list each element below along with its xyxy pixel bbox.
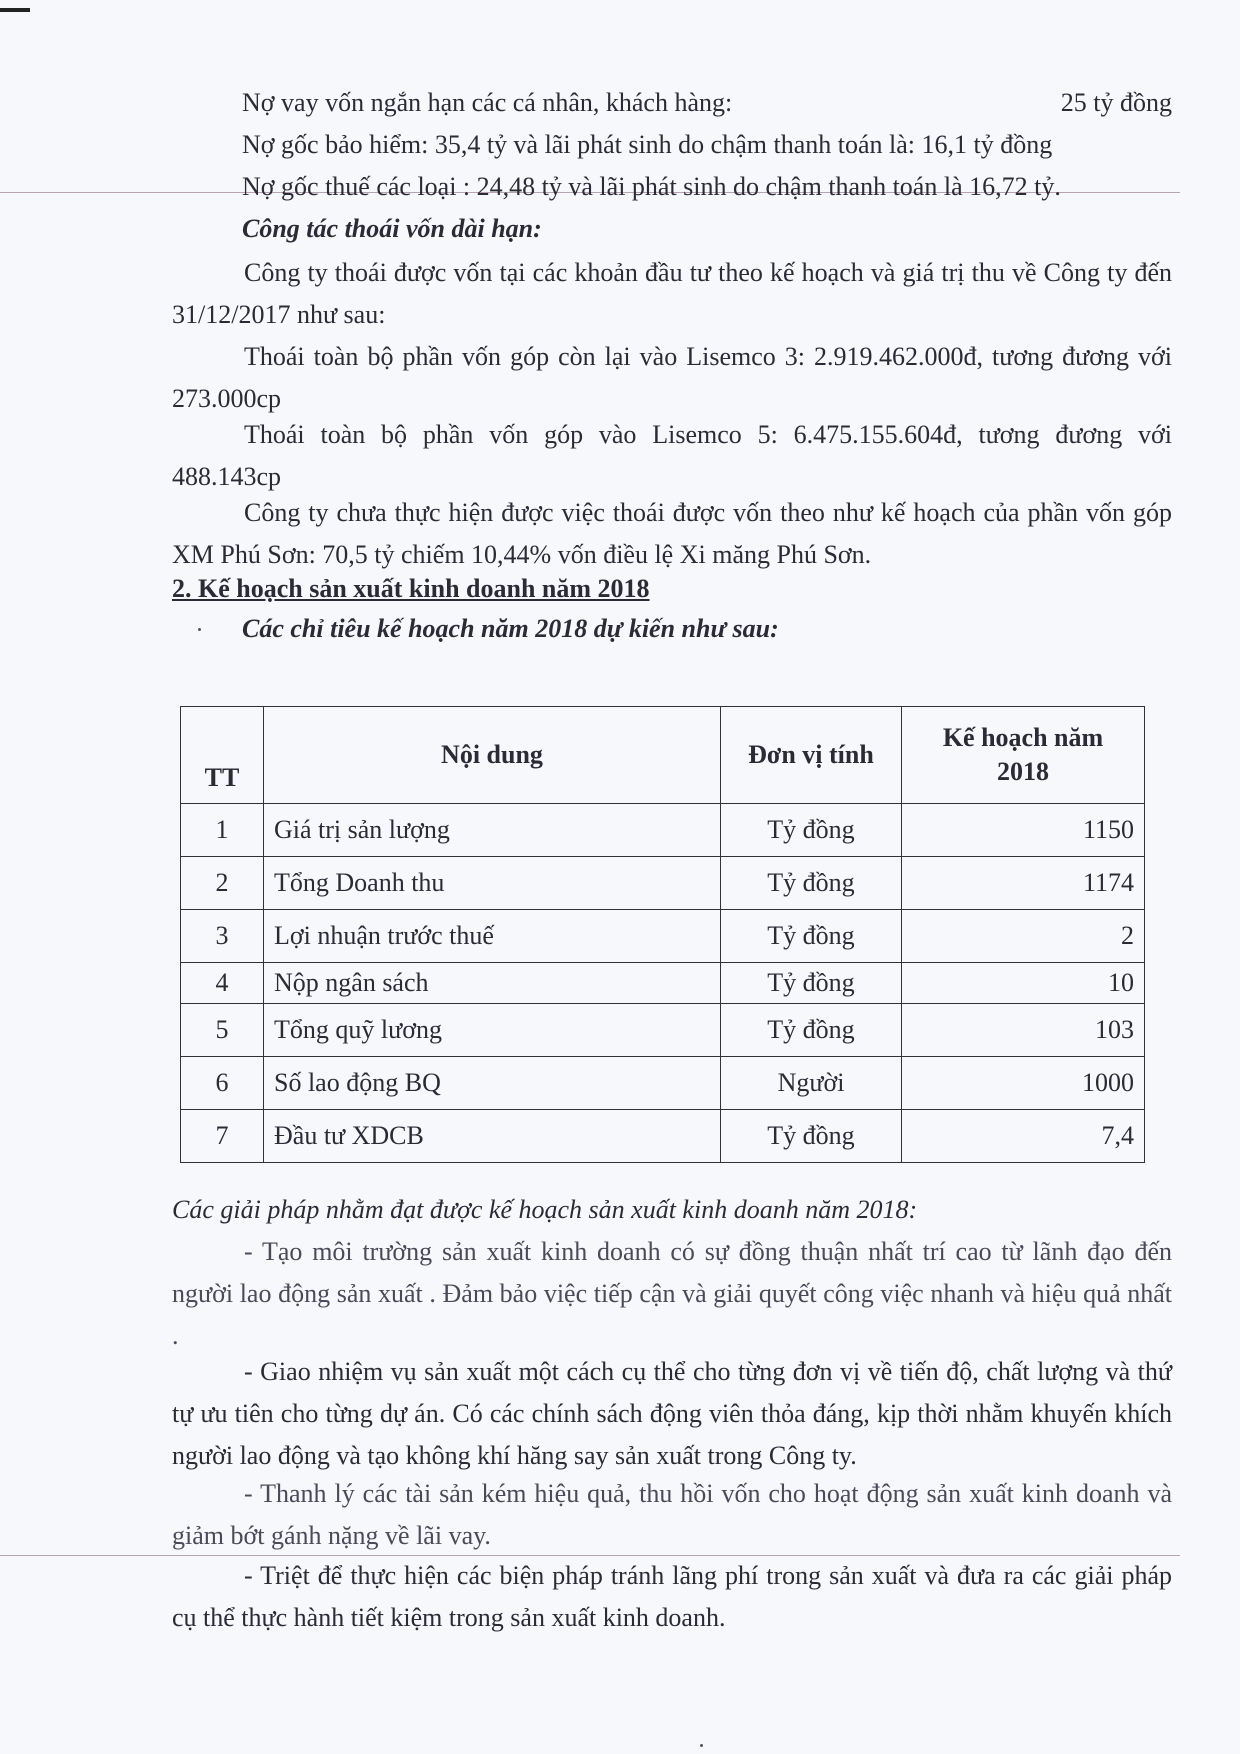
col-header-plan-line1: Kế hoạch năm [942,723,1104,752]
cell-content: Số lao động BQ [264,1057,721,1110]
table-row [181,804,1145,857]
short-term-loan-label: Nợ vay vốn ngắn hạn các cá nhân, khách hàng: [242,88,733,117]
cell-value: 103 [902,1004,1145,1057]
cell-tt: 1 [181,804,264,857]
cell-tt: 7 [181,1110,264,1163]
cell-tt: 2 [181,857,264,910]
plan-table-header-row [181,707,1145,804]
cell-value: 1000 [902,1057,1145,1110]
cell-unit: Tỷ đồng [721,1110,902,1163]
col-header-plan [902,707,1145,804]
scan-speck [700,1744,703,1747]
short-term-loan-line [242,88,1172,118]
cell-content: Giá trị sản lượng [264,804,721,857]
cell-unit: Người [721,1057,902,1110]
short-term-loan-amount: 25 tỷ đồng [1060,88,1172,117]
scan-speck [198,628,201,631]
scan-edge-mark [0,8,30,12]
cell-value: 2 [902,910,1145,963]
divestment-lisemco3: Thoái toàn bộ phần vốn góp còn lại vào Lisemco 3: 2.919.462.000đ, tương đương với 273.000cp [172,342,1172,413]
cell-value: 7,4 [902,1110,1145,1163]
tax-debt-line: Nợ gốc thuế các loại : 24,48 tỷ và lãi phát sinh do chậm thanh toán là 16,72 tỷ. [242,172,1061,201]
solution-item-3: - Thanh lý các tài sản kém hiệu quả, thu hồi vốn cho hoạt động sản xuất kinh doanh và giảm bớt gánh nặng về lãi vay. [172,1479,1172,1550]
plan-section-title: 2. Kế hoạch sản xuất kinh doanh năm 2018 [172,574,650,603]
cell-content: Tổng Doanh thu [264,857,721,910]
col-header-plan-line2: 2018 [997,757,1049,786]
plan-table [180,706,1145,1163]
divestment-heading: Công tác thoái vốn dài hạn: [242,214,542,243]
cell-tt: 3 [181,910,264,963]
divestment-phuson: Công ty chưa thực hiện được việc thoái được vốn theo như kế hoạch của phần vốn góp XM Phú Sơn: 70,5 tỷ chiếm 10,44% vốn điều lệ Xi măng Phú Sơn. [172,498,1172,569]
cell-unit: Tỷ đồng [721,963,902,1004]
col-header-tt: TT [181,707,264,804]
table-row [181,910,1145,963]
table-row [181,1057,1145,1110]
cell-unit: Tỷ đồng [721,804,902,857]
cell-tt: 6 [181,1057,264,1110]
cell-unit: Tỷ đồng [721,857,902,910]
plan-section-subtitle: Các chỉ tiêu kế hoạch năm 2018 dự kiến như sau: [242,614,779,643]
solution-item-1: - Tạo môi trường sản xuất kinh doanh có sự đồng thuận nhất trí cao từ lãnh đạo đến người lao động sản xuất . Đảm bảo việc tiếp cận và giải quyết công việc nhanh và hiệu quả nhất . [172,1237,1172,1350]
solution-item-4: - Triệt để thực hiện các biện pháp tránh lãng phí trong sản xuất và đưa ra các giải pháp cụ thể thực hành tiết kiệm trong sản xuất kinh doanh. [172,1561,1172,1632]
insurance-debt-line: Nợ gốc bảo hiểm: 35,4 tỷ và lãi phát sinh do chậm thanh toán là: 16,1 tỷ đồng [242,130,1053,159]
col-header-content: Nội dung [264,707,721,804]
cell-value: 1174 [902,857,1145,910]
table-row [181,1004,1145,1057]
cell-content: Lợi nhuận trước thuế [264,910,721,963]
cell-tt: 5 [181,1004,264,1057]
table-row [181,963,1145,1004]
divestment-intro: Công ty thoái được vốn tại các khoản đầu tư theo kế hoạch và giá trị thu về Công ty đến 31/12/2017 như sau: [172,258,1172,329]
table-row [181,1110,1145,1163]
cell-content: Đầu tư XDCB [264,1110,721,1163]
solutions-heading: Các giải pháp nhằm đạt được kế hoạch sản xuất kinh doanh năm 2018: [172,1195,918,1224]
solution-item-2: - Giao nhiệm vụ sản xuất một cách cụ thể cho từng đơn vị về tiến độ, chất lượng và thứ tự ưu tiên cho từng dự án. Có các chính sách động viên thỏa đáng, kịp thời nhằm khuyến khích người lao động và tạo không khí hăng say sản xuất trong Công ty. [172,1357,1172,1470]
cell-tt: 4 [181,963,264,1004]
cell-unit: Tỷ đồng [721,1004,902,1057]
cell-unit: Tỷ đồng [721,910,902,963]
table-row [181,857,1145,910]
divestment-lisemco5: Thoái toàn bộ phần vốn góp vào Lisemco 5: 6.475.155.604đ, tương đương với 488.143cp [172,420,1172,491]
col-header-unit: Đơn vị tính [721,707,902,804]
cell-value: 10 [902,963,1145,1004]
cell-value: 1150 [902,804,1145,857]
cell-content: Tổng quỹ lương [264,1004,721,1057]
cell-content: Nộp ngân sách [264,963,721,1004]
